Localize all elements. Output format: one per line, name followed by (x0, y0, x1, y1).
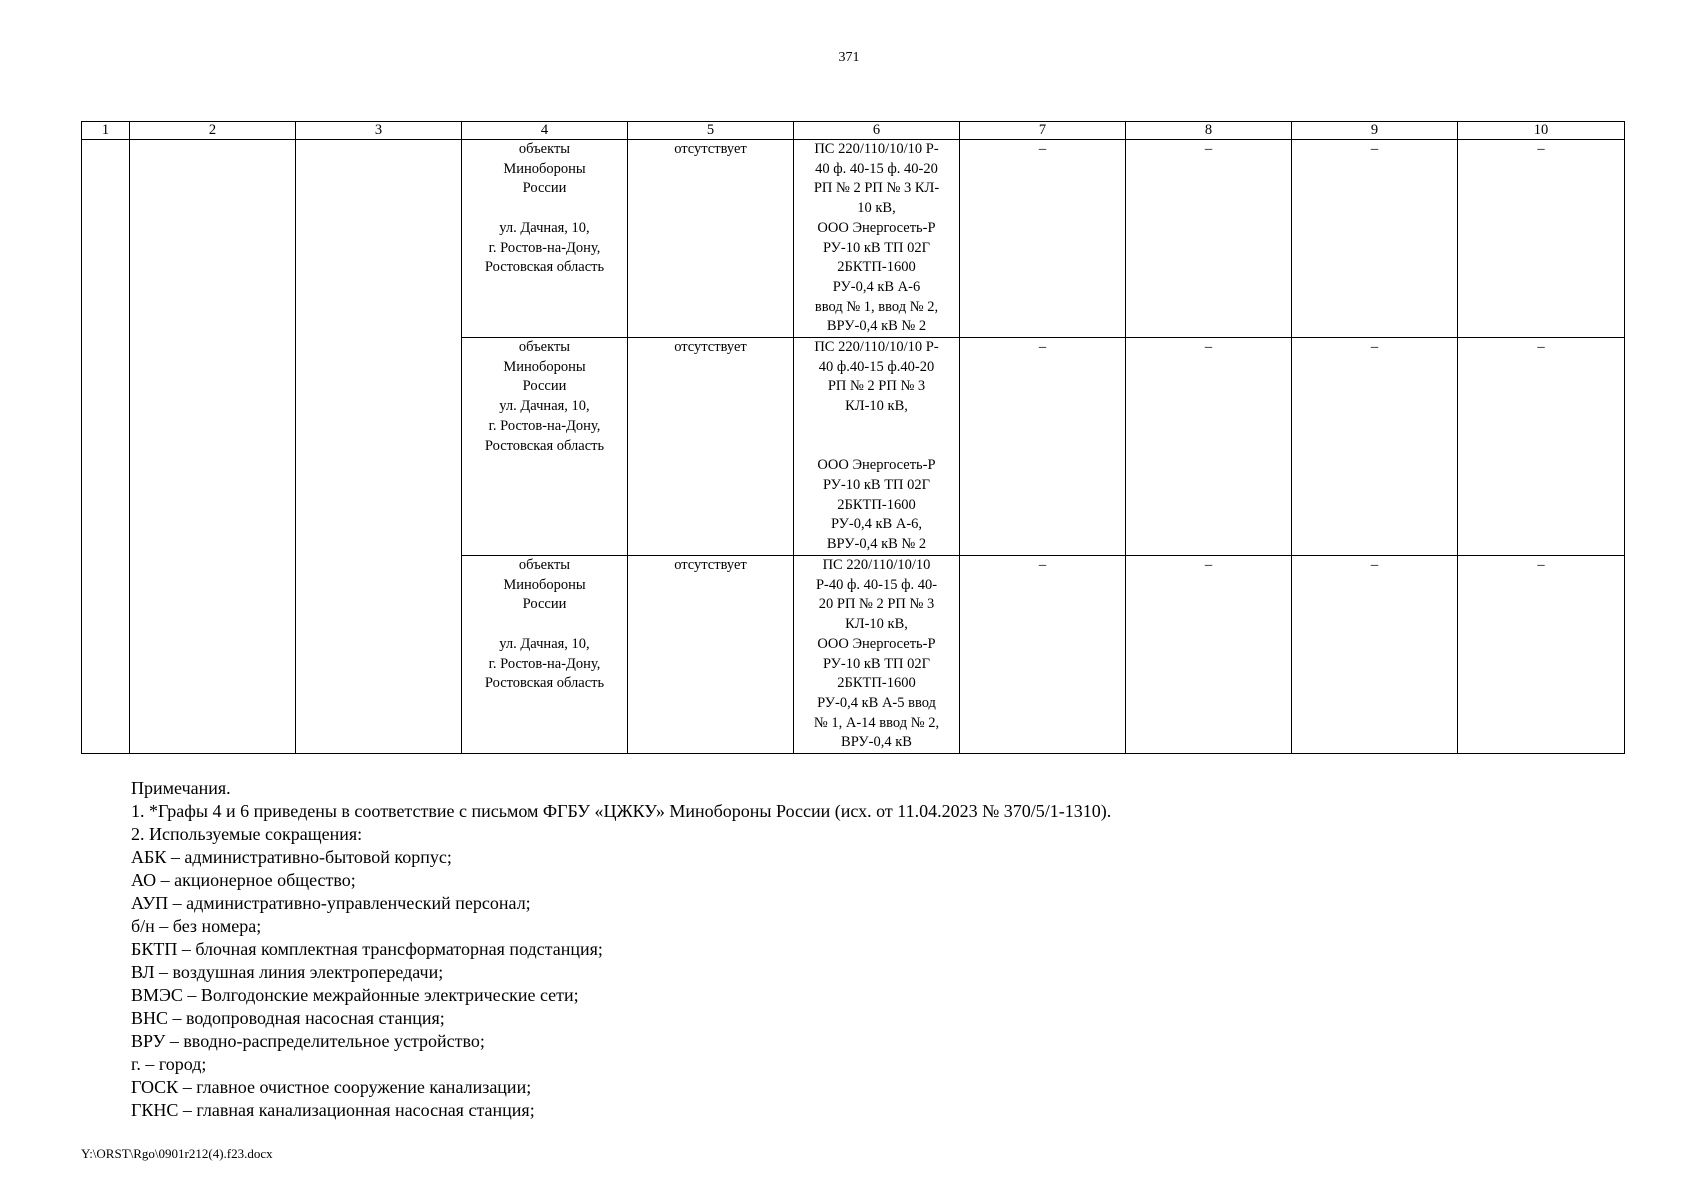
notes-section (131, 777, 1581, 1122)
table-cell-col8: – (1126, 338, 1292, 556)
column-header: 8 (1126, 122, 1292, 140)
abbreviation-item: б/н – без номера; (131, 916, 262, 936)
abbreviation-item: г. – город; (131, 1054, 207, 1074)
table-cell-object: объекты Минобороны России ул. Дачная, 10, г. Ростов-на-Дону, Ростовская область (462, 338, 628, 556)
data-table (81, 121, 1625, 754)
abbreviation-item: ВЛ – воздушная линия электропередачи; (131, 962, 444, 982)
abbreviation-item: ВМЭС – Волгодонские межрайонные электрические сети; (131, 985, 579, 1005)
table-cell-col7: – (960, 556, 1126, 754)
table-cell-col1 (82, 140, 130, 754)
table-header-row (82, 122, 1625, 140)
table-cell-object: объекты Минобороны России ул. Дачная, 10, г. Ростов-на-Дону, Ростовская область (462, 140, 628, 338)
table-cell-connection: ПС 220/110/10/10 Р-40 ф. 40-15 ф. 40- 20 РП № 2 РП № 3 КЛ-10 кВ, ООО Энергосеть-Р РУ-10 кВ ТП 02Г 2БКТП-1600 РУ-0,4 кВ А-5 ввод № 1, А-14 ввод № 2, ВРУ-0,4 кВ (794, 556, 960, 754)
column-header: 9 (1292, 122, 1458, 140)
column-header: 1 (82, 122, 130, 140)
note-line: 2. Используемые сокращения: (131, 824, 363, 844)
table-cell-col7: – (960, 338, 1126, 556)
abbreviation-item: ВРУ – вводно-распределительное устройство; (131, 1031, 485, 1051)
table-cell-connection: ПС 220/110/10/10 Р- 40 ф.40-15 ф.40-20 РП № 2 РП № 3 КЛ-10 кВ, ООО Энергосеть-Р РУ-10 кВ ТП 02Г 2БКТП-1600 РУ-0,4 кВ А-6, ВРУ-0,4 кВ № 2 (794, 338, 960, 556)
table-cell-col8: – (1126, 556, 1292, 754)
table-cell-col9: – (1292, 338, 1458, 556)
table-cell-col2 (130, 140, 296, 754)
column-header: 6 (794, 122, 960, 140)
abbreviation-item: ВНС – водопроводная насосная станция; (131, 1008, 445, 1028)
column-header: 3 (296, 122, 462, 140)
table-cell-col10: – (1458, 556, 1625, 754)
abbreviation-item: ГОСК – главное очистное сооружение канализации; (131, 1077, 532, 1097)
column-header: 5 (628, 122, 794, 140)
table-row (82, 140, 1625, 338)
column-header: 4 (462, 122, 628, 140)
notes-title: Примечания. (131, 778, 231, 798)
table-cell-connection: ПС 220/110/10/10 Р- 40 ф. 40-15 ф. 40-20 РП № 2 РП № 3 КЛ- 10 кВ, ООО Энергосеть-Р РУ-10 кВ ТП 02Г 2БКТП-1600 РУ-0,4 кВ А-6 ввод № 1, ввод № 2, ВРУ-0,4 кВ № 2 (794, 140, 960, 338)
abbreviation-item: БКТП – блочная комплектная трансформаторная подстанция; (131, 939, 603, 959)
abbreviation-item: ГКНС – главная канализационная насосная станция; (131, 1100, 535, 1120)
table-cell-col3 (296, 140, 462, 754)
table-cell-col7: – (960, 140, 1126, 338)
table-cell-col9: – (1292, 140, 1458, 338)
abbreviation-item: АБК – административно-бытовой корпус; (131, 847, 452, 867)
table-cell-col8: – (1126, 140, 1292, 338)
table-cell-status: отсутствует (628, 140, 794, 338)
table-cell-col10: – (1458, 338, 1625, 556)
abbreviation-item: АО – акционерное общество; (131, 870, 356, 890)
abbreviation-item: АУП – административно-управленческий персонал; (131, 893, 531, 913)
column-header: 10 (1458, 122, 1625, 140)
table-cell-col9: – (1292, 556, 1458, 754)
file-path-footer: Y:\ORST\Rgo\0901r212(4).f23.docx (81, 1146, 273, 1161)
column-header: 7 (960, 122, 1126, 140)
page-number: 371 (838, 50, 860, 65)
table-cell-status: отсутствует (628, 338, 794, 556)
note-line: 1. *Графы 4 и 6 приведены в соответствие с письмом ФГБУ «ЦЖКУ» Минобороны России (исх. от 11.04.2023 № 370/5/1-1310). (131, 801, 1112, 821)
table-cell-object: объекты Минобороны России ул. Дачная, 10, г. Ростов-на-Дону, Ростовская область (462, 556, 628, 754)
table-cell-status: отсутствует (628, 556, 794, 754)
table-cell-col10: – (1458, 140, 1625, 338)
column-header: 2 (130, 122, 296, 140)
